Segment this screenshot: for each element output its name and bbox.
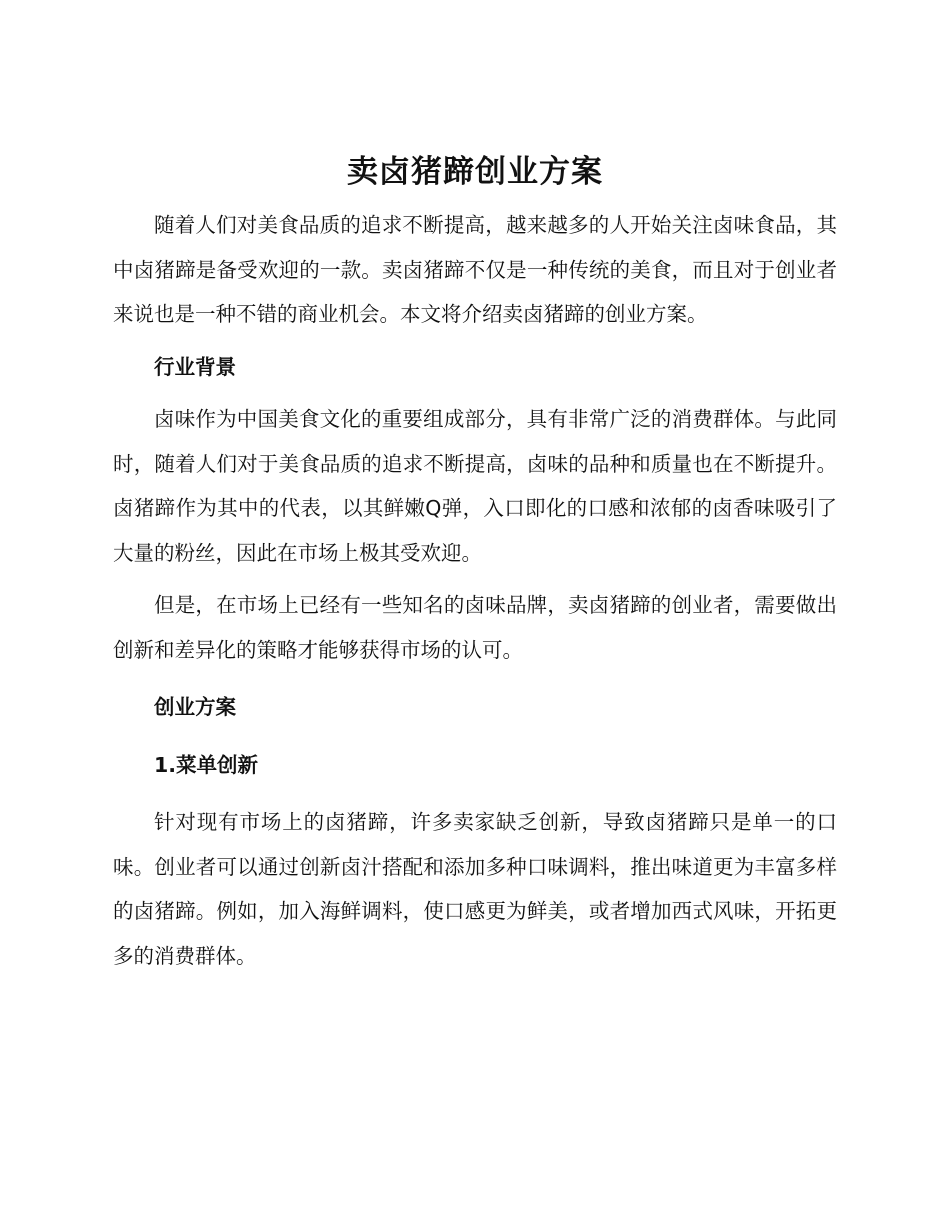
- document-page: [113, 145, 837, 978]
- spacer: [113, 575, 837, 583]
- plan-paragraph: 针对现有市场上的卤猪蹄，许多卖家缺乏创新，导致卤猪蹄只是单一的口味。创业者可以通过创新卤汁搭配和添加多种口味调料，推出味道更为丰富多样的卤猪蹄。例如，加入海鲜调料，使口感更为鲜美，或者增加西式风味，开拓更多的消费群体。: [113, 810, 837, 968]
- spacer: [113, 389, 837, 397]
- section-heading-plan: 创业方案: [154, 695, 236, 719]
- section-heading-industry: 行业背景: [154, 354, 236, 379]
- intro-paragraph: 随着人们对美食品质的追求不断提高，越来越多的人开始关注卤味食品，其中卤猪蹄是备受欢迎的一款。卖卤猪蹄不仅是一种传统的美食，而且对于创业者来说也是一种不错的商业机会。本文将介绍卖卤猪蹄的创业方案。: [113, 213, 837, 326]
- industry-paragraph-2: 但是，在市场上已经有一些知名的卤味品牌，卖卤猪蹄的创业者，需要做出创新和差异化的策略才能够获得市场的认可。: [113, 593, 837, 662]
- spacer: [113, 787, 837, 800]
- spacer: [113, 337, 837, 345]
- industry-paragraph-1: 卤味作为中国美食文化的重要组成部分，具有非常广泛的消费群体。与此同时，随着人们对于美食品质的追求不断提高，卤味的品种和质量也在不断提升。卤猪蹄作为其中的代表，以其鲜嫩Q弹，入口即化的口感和浓郁的卤香味吸引了大量的粉丝，因此在市场上极其受欢迎。: [113, 407, 837, 565]
- document-title: 卖卤猪蹄创业方案: [347, 154, 603, 190]
- subheading-menu-innovation: 1.菜单创新: [154, 752, 259, 777]
- spacer: [113, 672, 837, 685]
- spacer: [113, 730, 837, 743]
